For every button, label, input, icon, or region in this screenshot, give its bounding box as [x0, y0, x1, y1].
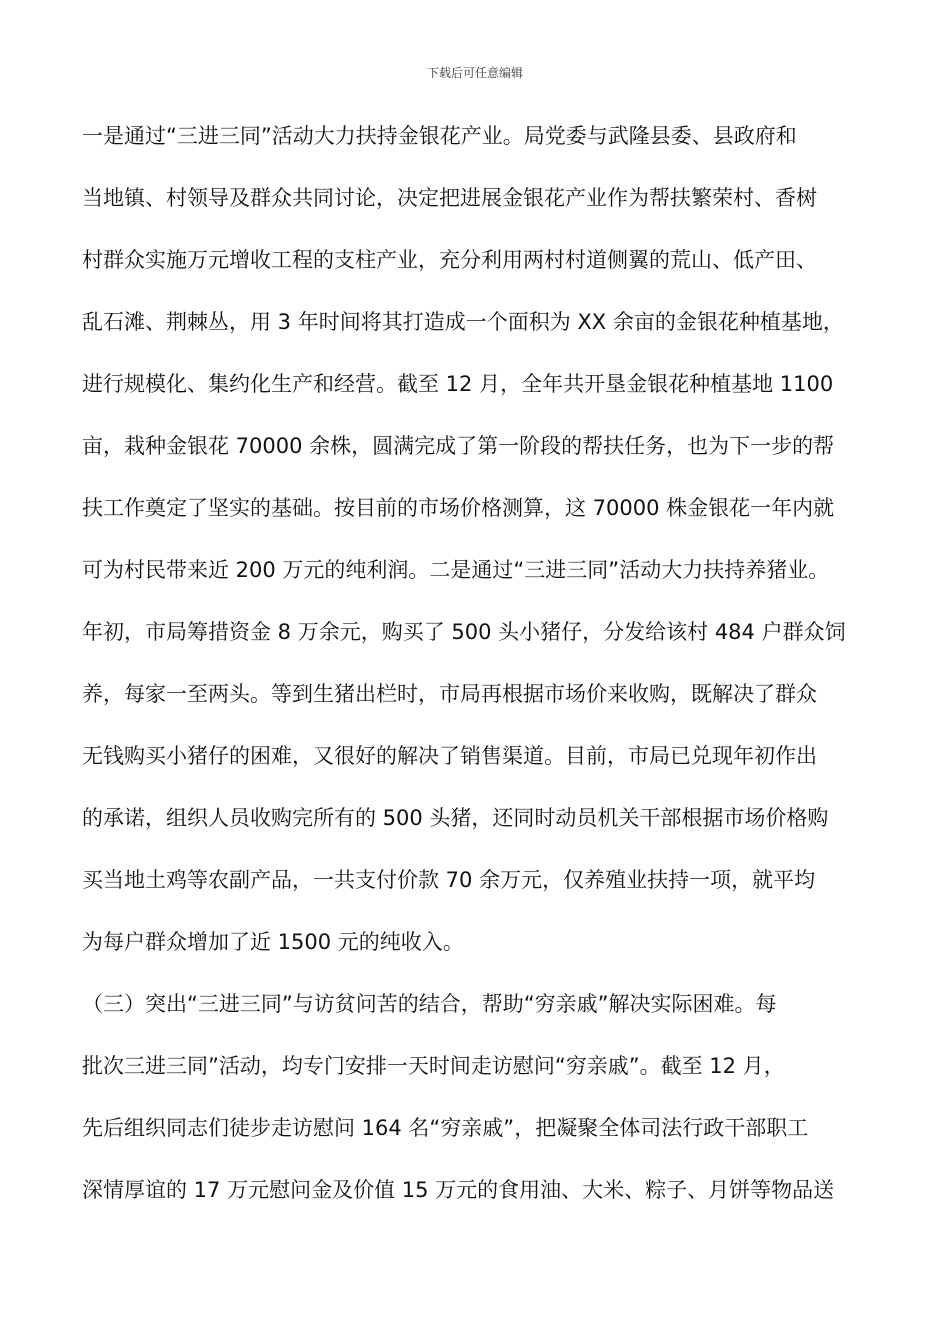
text-line: 为每户群众增加了近 1500 元的纯收入。 — [82, 930, 464, 954]
text-line: 亩，栽种金银花 70000 余株，圆满完成了第一阶段的帮扶任务，也为下一步的帮 — [82, 434, 835, 458]
text-line: 深情厚谊的 17 万元慰问金及价值 15 万元的食用油、大米、粽子、月饼等物品送 — [82, 1178, 835, 1202]
text-line: 养，每家一至两头。等到生猪出栏时，市局再根据市场价来收购，既解决了群众 — [82, 682, 817, 706]
text-line: 扶工作奠定了坚实的基础。按目前的市场价格测算，这 70000 株金银花一年内就 — [82, 496, 835, 520]
text-line: 买当地土鸡等农副产品，一共支付价款 70 余万元，仅养殖业扶持一项，就平均 — [82, 868, 816, 892]
text-line: 当地镇、村领导及群众共同讨论，决定把进展金银花产业作为帮扶繁荣村、香树 — [82, 186, 817, 210]
text-line: 进行规模化、集约化生产和经营。截至 12 月，全年共开垦金银花种植基地 1100 — [82, 372, 834, 396]
text-line: 一是通过“三进三同”活动大力扶持金银花产业。局党委与武隆县委、县政府和 — [82, 124, 797, 148]
text-line: （三）突出“三进三同”与访贫问苦的结合，帮助“穷亲戚”解决实际困难。每 — [82, 992, 777, 1016]
text-line: 乱石滩、荆棘丛，用 3 年时间将其打造成一个面积为 XX 余亩的金银花种植基地， — [82, 310, 844, 334]
text-line: 无钱购买小猪仔的困难，又很好的解决了销售渠道。目前，市局已兑现年初作出 — [82, 744, 817, 768]
text-line: 年初，市局筹措资金 8 万余元，购买了 500 头小猪仔，分发给该村 484 户群众饲 — [82, 620, 846, 644]
body-text — [82, 116, 872, 1232]
page-header: 下载后可任意编辑 — [426, 66, 523, 80]
text-line: 先后组织同志们徒步走访慰问 164 名“穷亲戚”，把凝聚全体司法行政干部职工 — [82, 1116, 809, 1140]
text-line: 村群众实施万元增收工程的支柱产业，充分利用两村村道侧翼的荒山、低产田、 — [82, 248, 817, 272]
text-line: 批次三进三同”活动，均专门安排一天时间走访慰问“穷亲戚”。截至 12 月， — [82, 1054, 785, 1078]
text-line: 的承诺，组织人员收购完所有的 500 头猪，还同时动员机关干部根据市场价格购 — [82, 806, 829, 830]
text-line: 可为村民带来近 200 万元的纯利润。二是通过“三进三同”活动大力扶持养猪业。 — [82, 558, 830, 582]
